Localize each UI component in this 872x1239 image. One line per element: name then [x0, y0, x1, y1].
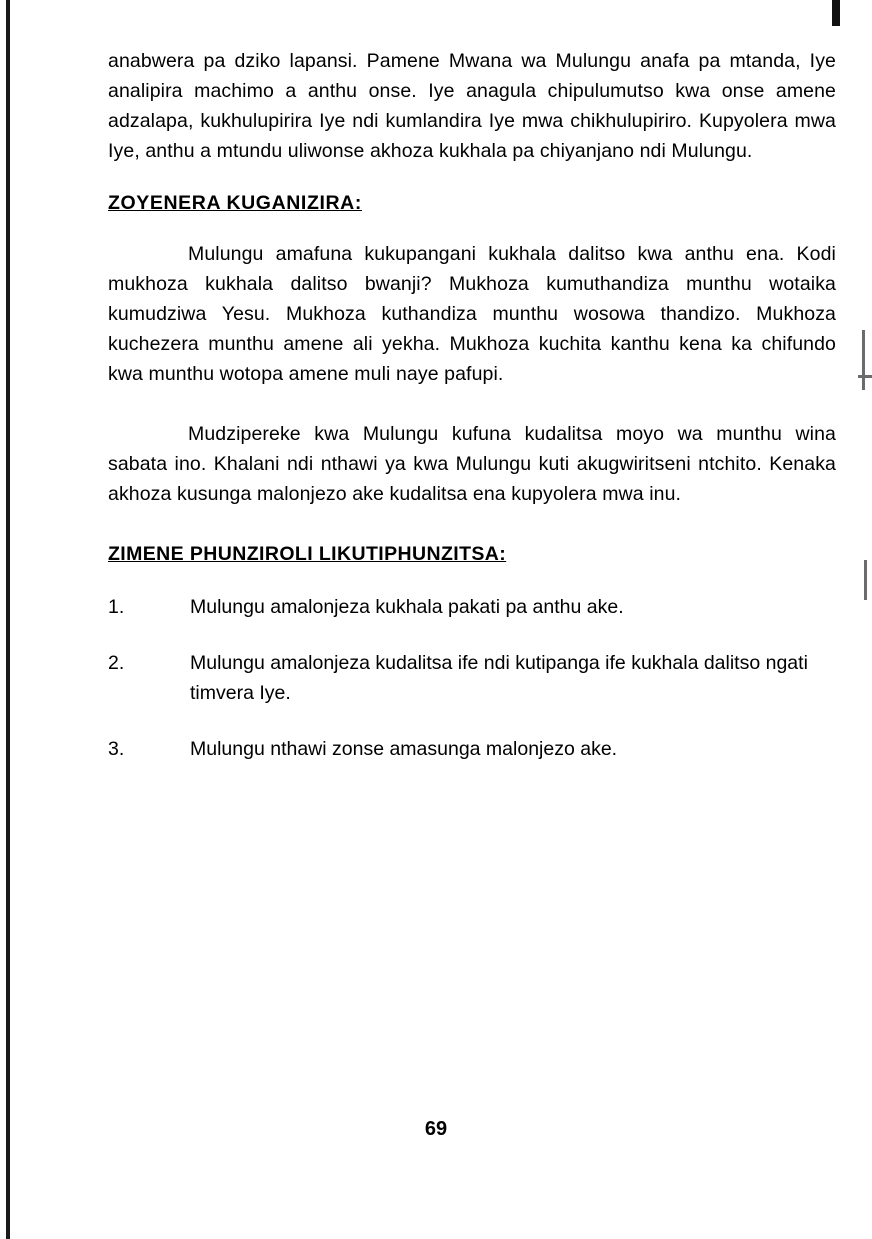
intro-paragraph: anabwera pa dziko lapansi. Pamene Mwana wa Mulungu anafa pa mtanda, Iye analipira machimo a anthu onse. Iye anagula chipulumutso kwa onse amene adzalapa, kukhulupirira Iye ndi kumlandira Iye mwa chikhulupiriro. Kupyolera mwa Iye, anthu a mtundu uliwonse akhoza kukhala pa chiyanjano ndi Mulungu. — [108, 50, 836, 162]
list-item-text: Mulungu amalonjeza kukhala pakati pa anthu ake. — [190, 596, 624, 618]
consider-paragraph-2: Mudzipereke kwa Mulungu kufuna kudalitsa moyo wa munthu wina sabata ino. Khalani ndi nthawi ya kwa Mulungu kuti akugwiritseni ntchito. Kenaka akhoza kusunga malonjezo ake kudalitsa ena kupyolera mwa inu. — [108, 423, 836, 505]
list-item — [108, 734, 836, 764]
section-heading-lesson-teaches: ZIMENE PHUNZIROLI LIKUTIPHUNZITSA: — [108, 543, 507, 565]
list-item-text: Mulungu nthawi zonse amasunga malonjezo ake. — [190, 738, 618, 760]
list-item-number: 2. — [108, 652, 125, 674]
page-number: 69 — [424, 1118, 448, 1140]
section-heading-consider: ZOYENERA KUGANIZIRA: — [108, 192, 362, 214]
scan-top-right-artifact — [832, 0, 840, 26]
page-content — [108, 46, 836, 790]
list-item — [108, 648, 836, 708]
consider-paragraph-1: Mulungu amafuna kukupangani kukhala dalitso kwa anthu ena. Kodi mukhoza kukhala dalitso bwanji? Mukhoza kumuthandiza munthu wotaika kumudziwa Yesu. Mukhoza kuthandiza munthu wosowa thandizo. Mukhoza kuchezera munthu amene ali yekha. Mukhoza kuchita kanthu kena ka chifundo kwa munthu wotopa amene muli naye pafupi. — [108, 243, 836, 385]
scan-speck — [864, 560, 867, 600]
scan-speck — [862, 330, 865, 390]
list-item — [108, 592, 836, 622]
scan-left-edge-artifact — [6, 0, 10, 1239]
lesson-points-list — [108, 592, 836, 764]
scan-speck — [858, 375, 872, 378]
list-item-number: 1. — [108, 596, 125, 618]
list-item-text: Mulungu amalonjeza kudalitsa ife ndi kutipanga ife kukhala dalitso ngati timvera Iye. — [190, 652, 808, 704]
list-item-number: 3. — [108, 738, 125, 760]
